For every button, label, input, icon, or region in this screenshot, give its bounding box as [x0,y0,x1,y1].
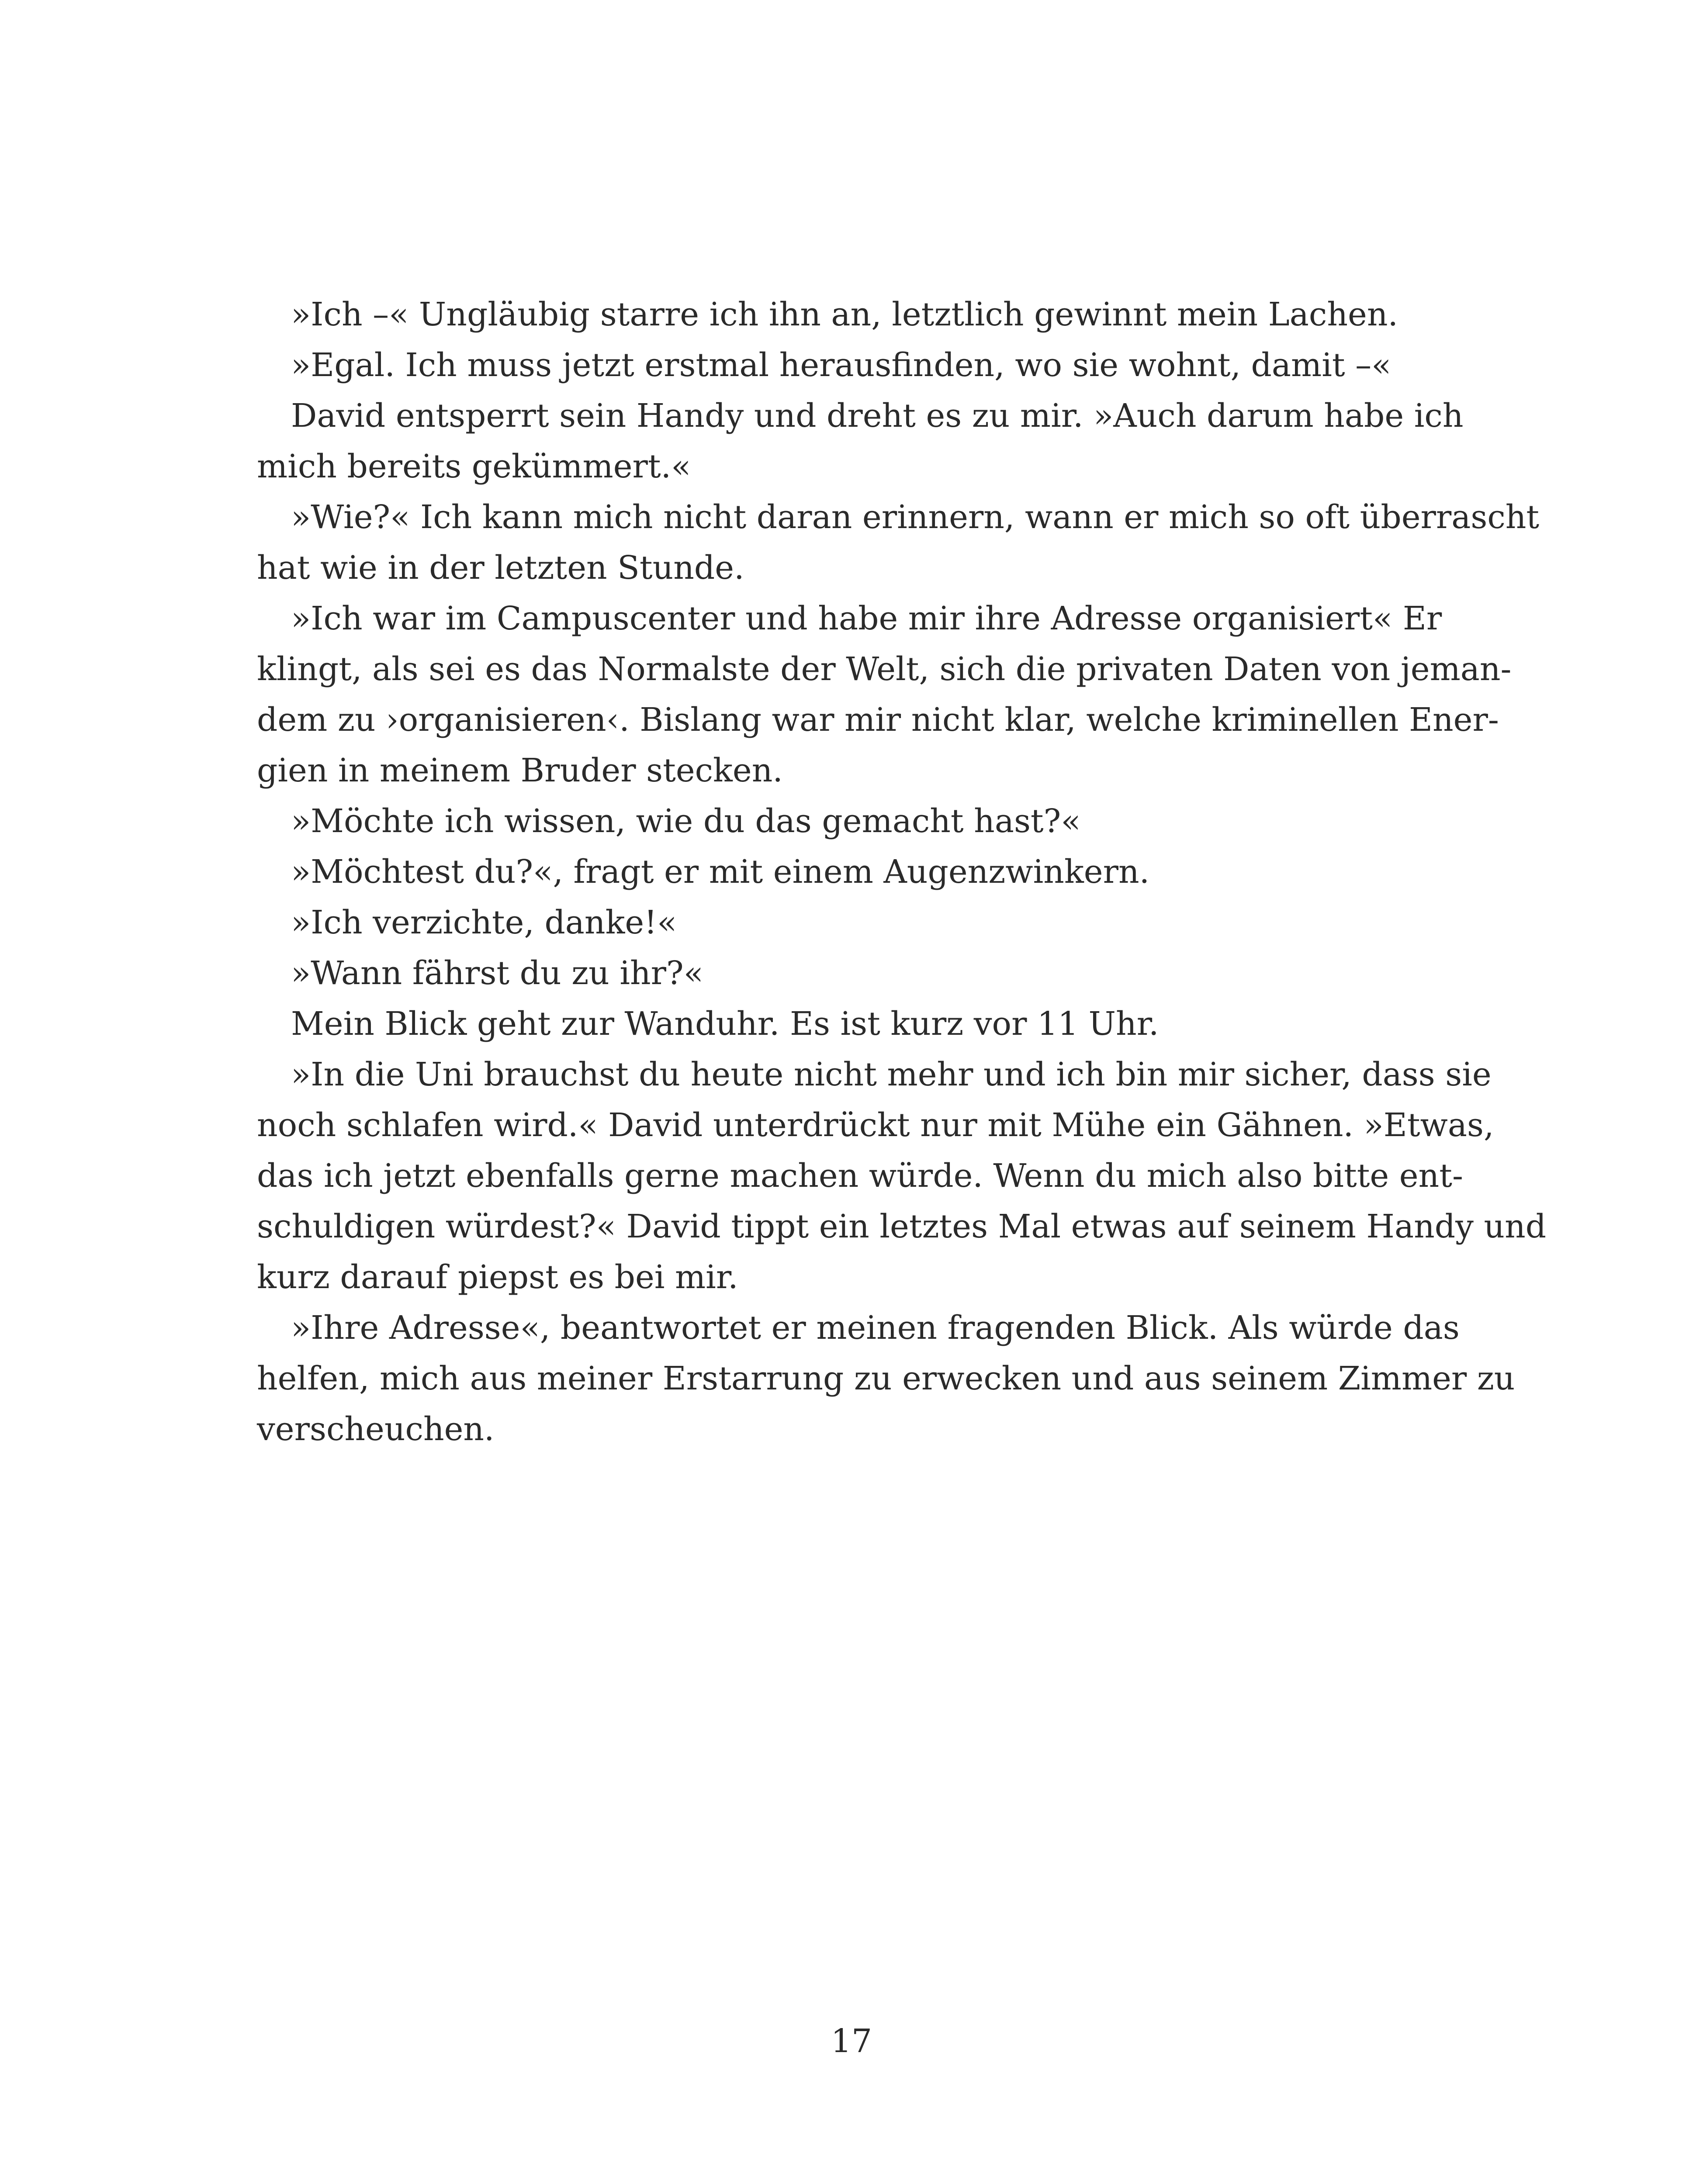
text-line: »Ihre Adresse«, beantwortet er meinen fragenden Blick. Als würde das [291,1309,1460,1347]
text-line: verscheuchen. [257,1410,495,1448]
text-line: »Möchte ich wissen, wie du das gemacht hast?« [291,802,1081,840]
text-line: David entsperrt sein Handy und dreht es zu mir. »Auch darum habe ich [291,397,1464,435]
text-line: schuldigen würdest?« David tippt ein letztes Mal etwas auf seinem Handy und [257,1208,1547,1245]
text-line: klingt, als sei es das Normalste der Welt, sich die privaten Daten von jeman- [257,650,1512,688]
text-line: gien in meinem Bruder stecken. [257,752,783,789]
text-line: kurz darauf piepst es bei mir. [257,1258,738,1296]
text-line: »In die Uni brauchst du heute nicht mehr und ich bin mir sicher, dass sie [291,1056,1492,1093]
text-line: »Egal. Ich muss jetzt erstmal herausfinden, wo sie wohnt, damit –« [291,346,1391,384]
text-line: dem zu ›organisieren‹. Bislang war mir nicht klar, welche kriminellen Ener- [257,701,1499,739]
text-line: hat wie in der letzten Stunde. [257,549,744,587]
body-text [257,289,1547,1455]
text-line: »Wie?« Ich kann mich nicht daran erinnern, wann er mich so oft überrascht [291,498,1540,536]
text-line: »Ich war im Campuscenter und habe mir ihre Adresse organisiert« Er [291,600,1442,637]
text-line: »Möchtest du?«, fragt er mit einem Augenzwinkern. [291,853,1150,891]
text-line: das ich jetzt ebenfalls gerne machen würde. Wenn du mich also bitte ent- [257,1157,1463,1195]
text-line: Mein Blick geht zur Wanduhr. Es ist kurz vor 11 Uhr. [291,1005,1159,1043]
text-line: helfen, mich aus meiner Erstarrung zu erwecken und aus seinem Zimmer zu [257,1360,1515,1397]
text-line: »Wann fährst du zu ihr?« [291,954,704,992]
text-line: mich bereits gekümmert.« [257,448,691,485]
text-line: »Ich verzichte, danke!« [291,904,677,941]
text-line: noch schlafen wird.« David unterdrückt nur mit Mühe ein Gähnen. »Etwas, [257,1106,1494,1144]
page-number: 17 [831,2022,872,2060]
text-line: »Ich –« Ungläubig starre ich ihn an, letztlich gewinnt mein Lachen. [291,296,1398,333]
